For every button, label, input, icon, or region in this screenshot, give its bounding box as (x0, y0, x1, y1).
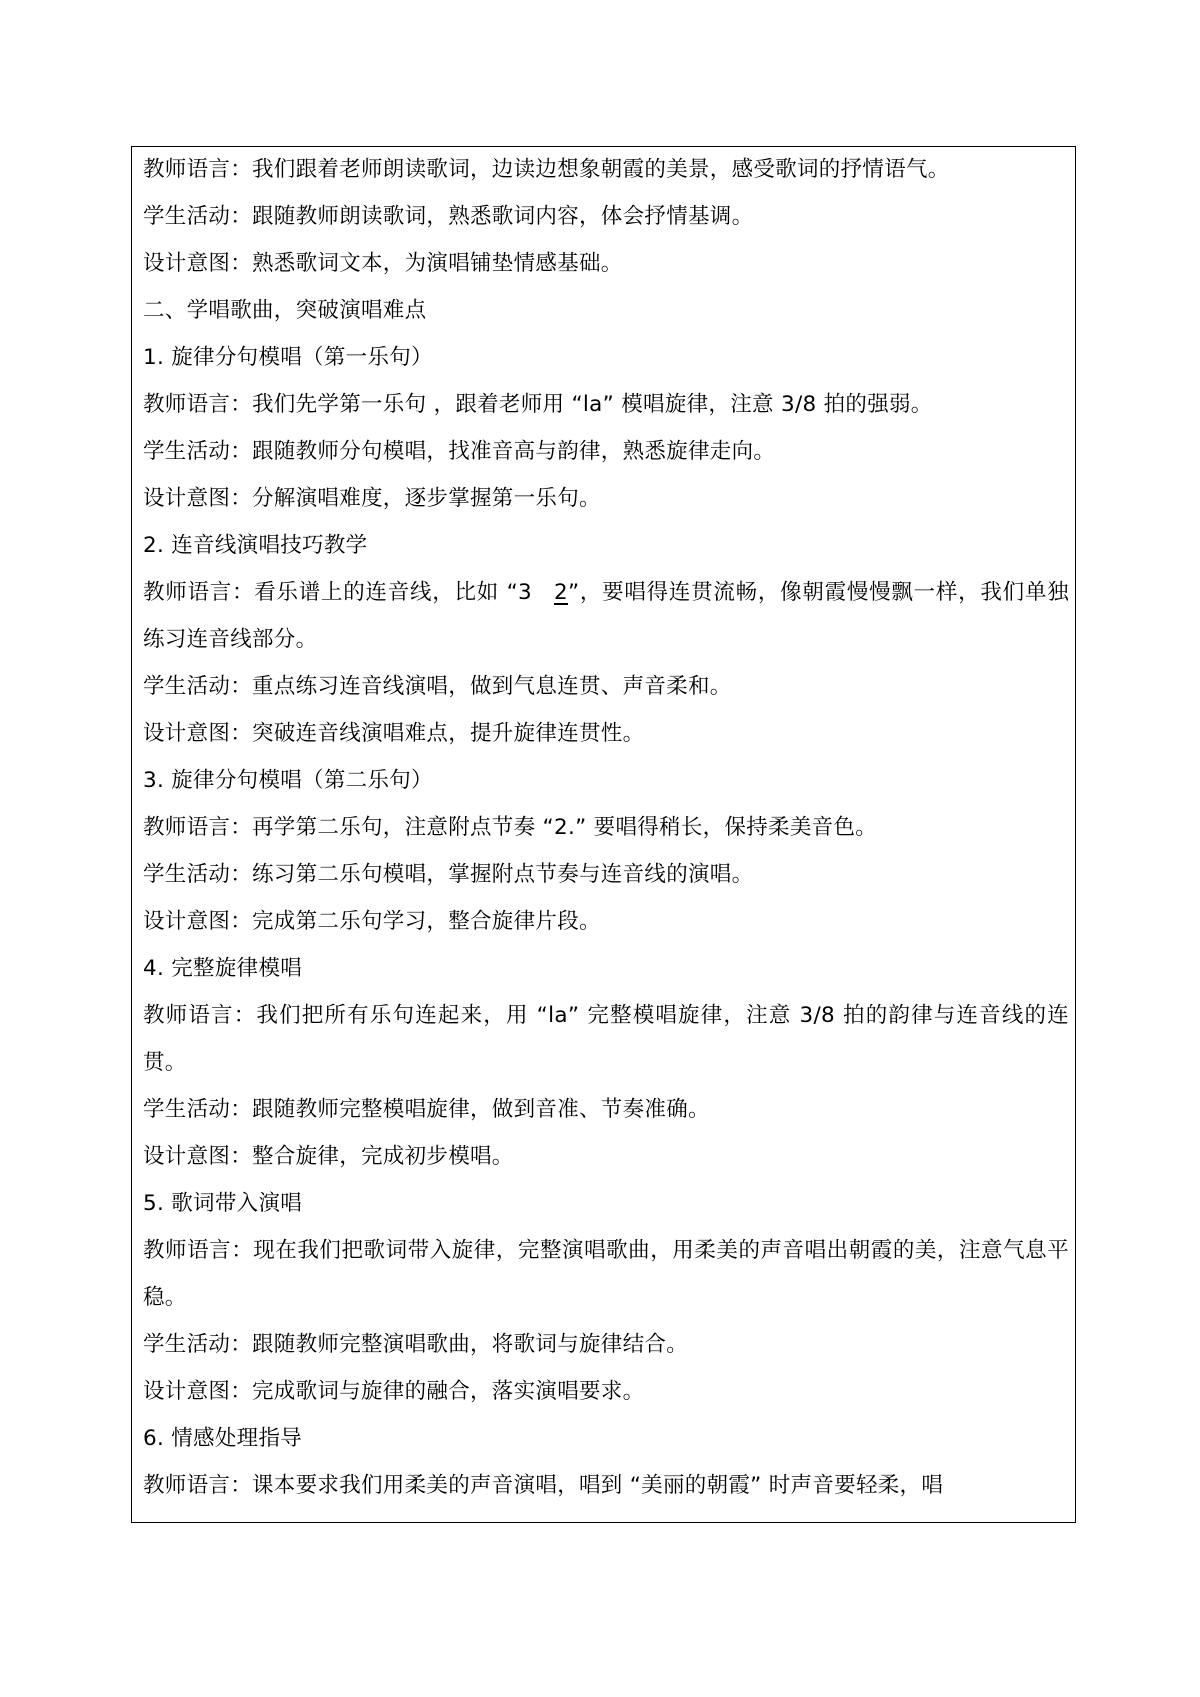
teacher-language-step5: 教师语言：现在我们把歌词带入旋律，完整演唱歌曲，用柔美的声音唱出朝霞的美，注意气息平稳。 (143, 1238, 1069, 1310)
step-heading-6: 6. 情感处理指导 (143, 1426, 303, 1451)
step-heading-1: 1. 旋律分句模唱（第一乐句） (143, 345, 433, 370)
step-heading-3: 3. 旋律分句模唱（第二乐句） (143, 768, 433, 793)
step-heading-2: 2. 连音线演唱技巧教学 (143, 533, 368, 558)
lesson-plan-text (143, 146, 1069, 1509)
design-intent-step1: 设计意图：分解演唱难度，逐步掌握第一乐句。 (143, 486, 601, 511)
underlined-note: 2 (554, 580, 569, 605)
student-activity-reading: 学生活动：跟随教师朗读歌词，熟悉歌词内容，体会抒情基调。 (143, 204, 754, 229)
design-intent-step5: 设计意图：完成歌词与旋律的融合，落实演唱要求。 (143, 1379, 645, 1404)
teacher-language-step2-part2: ”，要唱得连贯流畅，像朝霞慢慢飘一样，我们单独练习连音线部分。 (143, 580, 1069, 652)
teacher-language-step2 (143, 569, 1069, 663)
design-intent-reading: 设计意图：熟悉歌词文本，为演唱铺垫情感基础。 (143, 251, 623, 276)
teacher-language-step2-part1: 教师语言：看乐谱上的连音线，比如 “3 (143, 580, 533, 605)
design-intent-step3: 设计意图：完成第二乐句学习，整合旋律片段。 (143, 909, 601, 934)
design-intent-step2: 设计意图：突破连音线演唱难点，提升旋律连贯性。 (143, 721, 645, 746)
student-activity-step5: 学生活动：跟随教师完整演唱歌曲，将歌词与旋律结合。 (143, 1332, 689, 1357)
section-heading-learn-song: 二、学唱歌曲，突破演唱难点 (143, 298, 427, 323)
teacher-language-reading: 教师语言：我们跟着老师朗读歌词，边读边想象朝霞的美景，感受歌词的抒情语气。 (143, 157, 950, 182)
teacher-language-step6: 教师语言：课本要求我们用柔美的声音演唱，唱到 “美丽的朝霞” 时声音要轻柔，唱 (143, 1473, 944, 1498)
student-activity-step3: 学生活动：练习第二乐句模唱，掌握附点节奏与连音线的演唱。 (143, 862, 754, 887)
student-activity-step2: 学生活动：重点练习连音线演唱，做到气息连贯、声音柔和。 (143, 674, 732, 699)
teacher-language-step1: 教师语言：我们先学第一乐句 ，跟着老师用 “la” 模唱旋律，注意 3/8 拍的强弱。 (143, 392, 933, 417)
step-heading-4: 4. 完整旋律模唱 (143, 956, 303, 981)
teacher-language-step4: 教师语言：我们把所有乐句连起来，用 “la” 完整模唱旋律，注意 3/8 拍的韵律与连音线的连贯。 (143, 1003, 1069, 1075)
teacher-language-step3: 教师语言：再学第二乐句，注意附点节奏 “2.” 要唱得稍长，保持柔美音色。 (143, 815, 878, 840)
design-intent-step4: 设计意图：整合旋律，完成初步模唱。 (143, 1144, 514, 1169)
student-activity-step4: 学生活动：跟随教师完整模唱旋律，做到音准、节奏准确。 (143, 1097, 710, 1122)
step-heading-5: 5. 歌词带入演唱 (143, 1191, 303, 1216)
student-activity-step1: 学生活动：跟随教师分句模唱，找准音高与韵律，熟悉旋律走向。 (143, 439, 776, 464)
